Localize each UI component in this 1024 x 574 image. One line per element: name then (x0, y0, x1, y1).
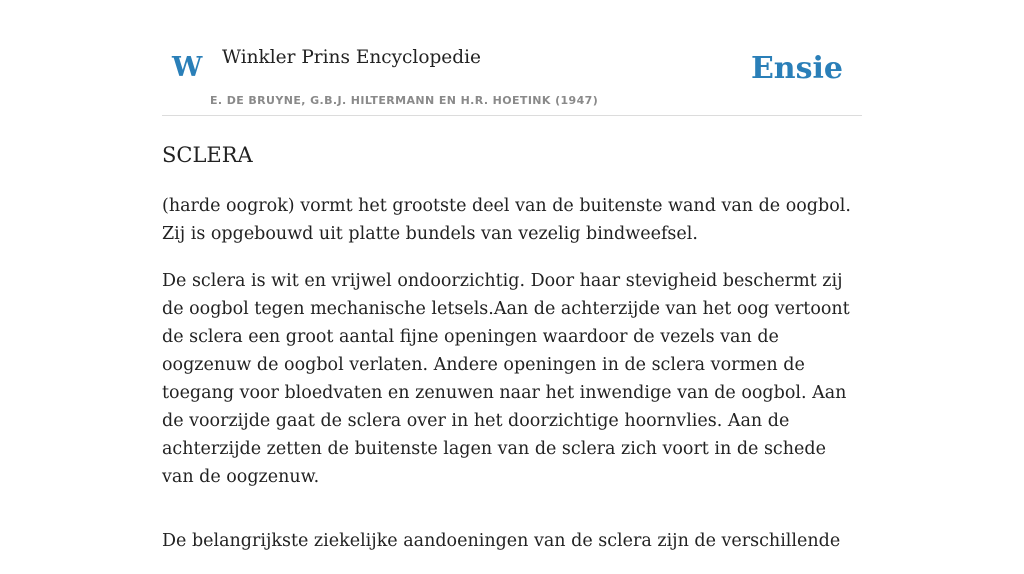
article-paragraph: (harde oogrok) vormt het grootste deel van de buitenste wand van de oogbol. Zij is opgebouwd uit platte bundels van vezelig bindweefsel. (162, 196, 851, 244)
page-container (162, 0, 862, 551)
source-logo[interactable]: W (172, 52, 203, 83)
article-paragraph: De sclera is wit en vrijwel ondoorzichtig. Door haar stevigheid beschermt zij de oogbol tegen mechanische letsels.Aan de achterzijde van het oog vertoont de sclera een groot aantal fijne openingen waardoor de vezels van de oogzenuw de oogbol verlaten. Andere openingen in de sclera vormen de toegang voor bloedvaten en zenuwen naar het inwendige van de oogbol. Aan de voorzijde gaat de sclera over in het doorzichtige hoornvlies. Aan de achterzijde zetten de buitenste lagen van de sclera zich voort in de schede van de oogzenuw. (162, 271, 850, 487)
source-title[interactable]: Winkler Prins Encyclopedie (222, 47, 481, 68)
source-authors: E. DE BRUYNE, G.B.J. HILTERMANN EN H.R. HOETINK (1947) (210, 94, 599, 107)
article-title: SCLERA (162, 143, 253, 167)
brand-logo[interactable]: Ensie (750, 51, 843, 86)
article-body (162, 192, 862, 574)
source-header (162, 0, 862, 116)
article-paragraph: De belangrijkste ziekelijke aandoeningen van de sclera zijn de verschillende (162, 531, 841, 551)
